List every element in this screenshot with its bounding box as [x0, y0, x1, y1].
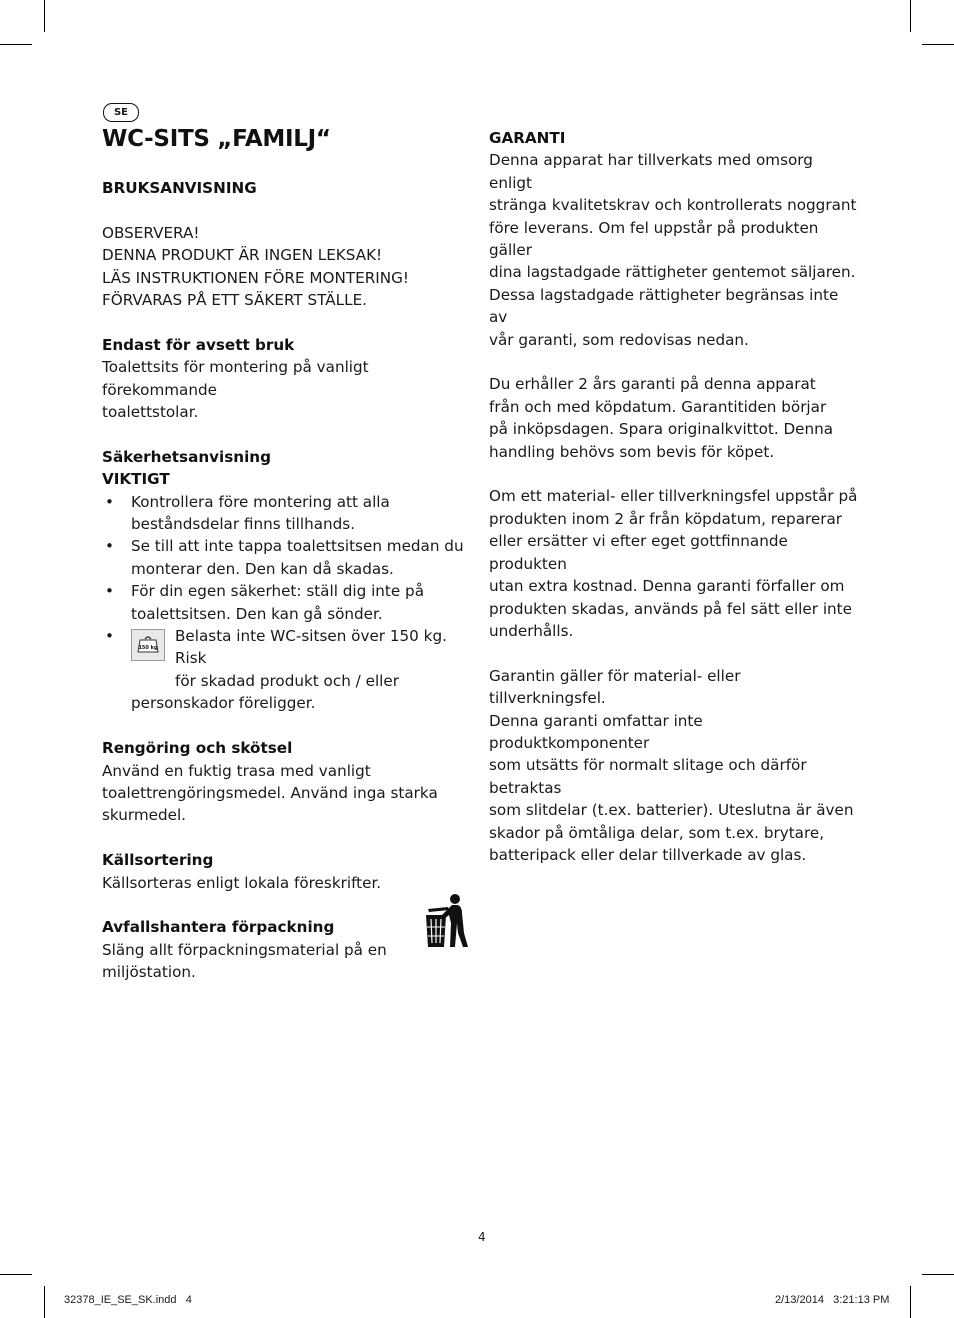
warning-line: FÖRVARAS PÅ ETT SÄKERT STÄLLE.: [102, 291, 367, 310]
recycling-text: Källsorteras enligt lokala föreskrifter.: [102, 873, 382, 892]
warning-line: DENNA PRODUKT ÄR INGEN LEKSAK!: [102, 246, 383, 265]
section-heading-cleaning: Rengöring och skötsel: [102, 739, 293, 758]
section-heading-packaging: Avfallshantera förpackning: [102, 918, 335, 937]
footer-timestamp: 2/13/2014 3:21:13 PM: [775, 1294, 890, 1306]
section-heading-warranty: GARANTI: [489, 129, 566, 147]
warranty-paragraph: Garantin gäller för material- eller tillverkningsfel. Denna garanti omfattar inte produktkomponenter som utsätts för normalt slitage och därför betraktas som slitdelar (t.ex. batterier). Uteslutna är även skador på ömtåliga delar, som t.ex. brytare, batteripack eller delar tillverkade av glas.: [489, 666, 854, 864]
waste-bin-icon: [422, 893, 468, 949]
cleaning-text: toalettrengöringsmedel. Använd inga starka: [102, 783, 438, 802]
section-heading-instructions: BRUKSANVISNING: [102, 179, 257, 197]
bullet-icon: •: [105, 492, 114, 511]
section-heading-recycling: Källsortering: [102, 851, 214, 870]
weight-limit-icon: [131, 629, 165, 661]
list-item-weight-limit: • 150 kg Belasta inte WC-sitsen över 150 kg. Risk för skadad produkt och / eller personskador föreligger.: [105, 627, 447, 713]
crop-mark: [910, 1286, 911, 1318]
crop-mark: [0, 44, 32, 45]
crop-mark: [910, 0, 911, 32]
warning-line: OBSERVERA!: [102, 223, 200, 242]
section-heading-safety: Säkerhetsanvisning: [102, 447, 271, 466]
warranty-paragraph: Denna apparat har tillverkats med omsorg enligt stränga kvalitetskrav och kontrollerats noggrant före leverans. Om fel uppstår på produkten gäller dina lagstadgade rättigheter gentemot säljaren. Dessa lagstadgade rättigheter begränsas inte av vår garanti, som redovisas nedan.: [489, 151, 857, 349]
cleaning-text: Använd en fuktig trasa med vanligt: [102, 761, 371, 780]
language-badge: SE: [103, 103, 139, 122]
intended-use-text: toalettstolar.: [102, 403, 199, 422]
intended-use-text: Toalettsits för montering på vanligt förekommande: [102, 358, 369, 399]
packaging-text: miljöstation.: [102, 963, 196, 982]
warranty-paragraph: Om ett material- eller tillverkningsfel uppstår på produkten inom 2 år från köpdatum, reparerar eller ersätter vi efter eget gottfinnande produkten utan extra kostnad. Denna garanti förfaller om produkten skadas, används på fel sätt eller inte underhålls.: [489, 487, 858, 640]
section-heading-intended-use: Endast för avsett bruk: [102, 335, 295, 354]
list-item: • För din egen säkerhet: ställ dig inte på toalettsitsen. Den kan gå sönder.: [105, 582, 425, 623]
bullet-icon: •: [105, 627, 114, 646]
list-item: • Se till att inte tappa toalettsitsen medan du monterar den. Den kan då skadas.: [105, 537, 464, 578]
warning-line: LÄS INSTRUKTIONEN FÖRE MONTERING!: [102, 268, 409, 287]
warranty-paragraph: Du erhåller 2 års garanti på denna apparat från och med köpdatum. Garantitiden börjar på inköpsdagen. Spara originalkvittot. Denna handling behövs som bevis för köpet.: [489, 375, 834, 461]
footer-filename: 32378_IE_SE_SK.indd 4: [64, 1294, 192, 1306]
crop-mark: [44, 0, 45, 32]
cleaning-text: skurmedel.: [102, 806, 187, 825]
safety-list: [102, 491, 468, 715]
bullet-icon: •: [105, 582, 114, 601]
crop-mark: [922, 1274, 954, 1275]
crop-mark: [44, 1286, 45, 1318]
list-item: • Kontrollera före montering att alla beståndsdelar finns tillhands.: [105, 492, 390, 534]
weight-shape: [137, 635, 159, 653]
crop-mark: [0, 1274, 32, 1275]
warning-block: [102, 222, 468, 312]
page-title: WC-SITS „FAMILJ“: [102, 126, 331, 152]
left-column: [102, 177, 468, 984]
right-column: [489, 127, 859, 866]
section-subheading-important: VIKTIGT: [102, 470, 170, 489]
page-number: 4: [478, 1230, 486, 1244]
svg-text:150 kg: 150 kg: [138, 645, 158, 652]
crop-mark: [922, 44, 954, 45]
packaging-text: Släng allt förpackningsmaterial på en: [102, 940, 387, 959]
bullet-icon: •: [105, 537, 114, 556]
